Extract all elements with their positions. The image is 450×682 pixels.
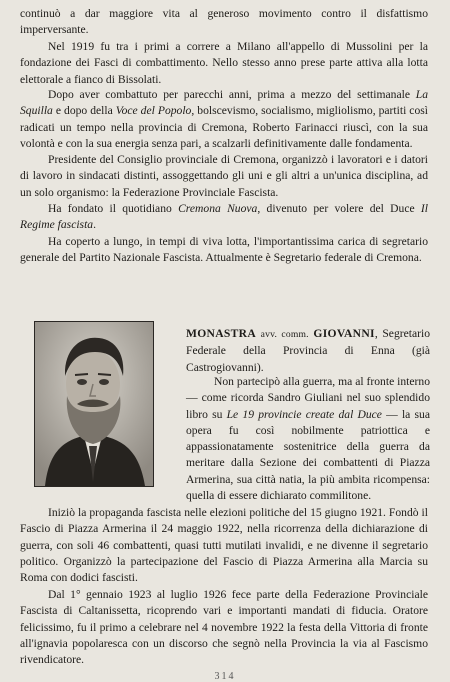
newspaper-title-squilla: La Squilla: [20, 88, 428, 118]
paragraph-quotidiano: [20, 201, 428, 234]
text-span: , bolscevismo, socialismo, migliolismo, partiti così radicati un tempo nella provincia di Cremona, Roberto Farinacci riuscì, con la sua volontà e con la sua energia senza pari, a scalzarli definitivamente dalle fondamenta.: [20, 104, 428, 150]
bio-firstname: GIOVANNI: [313, 327, 375, 340]
paragraph-disfattismo: continuò a dar maggiore vita al generoso movimento contro il disfattismo imperversante.: [20, 7, 428, 37]
bio-intro: , Segretario Federale della Provincia di Enna (già Castrogiovanni).: [186, 327, 430, 374]
book-title: Le 19 provincie create dal Duce: [226, 407, 382, 421]
text-span: — la sua opera fu così nobilmente patriottica e appassionatamente sostenitrice della guerra da meritare dalla Sezione dei combattenti di Piazza Armerina, sua città natia, la più ambita ricompensa: quella di essere dichiarato commilitone.: [186, 407, 430, 503]
newspaper-title-cremona: Cremona Nuova: [178, 202, 258, 215]
bio-title: avv. comm.: [260, 329, 309, 340]
portrait-image: [35, 322, 153, 486]
paragraph-segretario: Ha coperto a lungo, in tempi di viva lotta, l'importantissima carica di segretario generale del Partito Nazionale Fascista. Attualmente è Segretario federale di Cremona.: [20, 235, 428, 265]
paragraph-presidente: Presidente del Consiglio provinciale di Cremona, organizzò i lavoratori e i datori di lavoro in sindacati distinti, assoggettando gli uni e gli altri a un'unica disciplina, ad un solo organismo: la Federazione Provinciale Fascista.: [20, 153, 428, 199]
page-number: 314: [214, 671, 236, 682]
text-span: .: [93, 218, 96, 232]
paragraph-1919: Nel 1919 fu tra i primi a correre a Milano all'appello di Mussolini per la fondazione dei Fasci di combattimento. Nello stesso anno prese parte attiva alla lotta elettorale a fianco di Bissolati.: [20, 40, 428, 86]
text-span: , divenuto per volere del Duce: [257, 202, 421, 215]
newspaper-title-regime: Il Regime fascista: [20, 202, 428, 232]
bio-surname: MONASTRA: [186, 327, 257, 340]
portrait-photo: [34, 321, 154, 487]
bio-heading-paragraph: [186, 326, 430, 376]
paragraph-guerra: [186, 374, 430, 504]
text-span: Non partecipò alla guerra, ma al fronte interno — come ricorda Sandro Giuliani nel suo splendido libro su: [186, 375, 430, 421]
paragraph-caltanissetta: Dal 1° gennaio 1923 al luglio 1926 fece parte della Federazione Provinciale Fascista di Caltanissetta, ricoprendo vari e importanti mandati di fiducia. Oratore felicissimo, fu il primo a celebrare nel 4 novembre 1922 la festa della Vittoria di fronte all'ignavia popolaresca con un discorso che segnò nella Provincia la via al Fascismo rivendicatore.: [20, 588, 428, 667]
paragraph-squilla: [20, 87, 428, 152]
text-span: Ha fondato il quotidiano: [48, 202, 179, 215]
paragraph-fascio: Iniziò la propaganda fascista nelle elezioni politiche del 15 giugno 1921. Fondò il Fascio di Piazza Armerina il 24 maggio 1922, nella ricorrenza della dichiarazione di guerra, con soli 46 combattenti, quasi tutti mutilati invalidi, e ne divenne il segretario politico. Organizzò la partecipazione del Fascio di Piazza Armerina alla Marcia su Roma con dodici fascisti.: [20, 506, 428, 585]
text-span: Dopo aver combattuto per parecchi anni, prima a mezzo del settimanale: [48, 88, 416, 101]
newspaper-title-voce: Voce del Popolo: [115, 104, 192, 118]
text-span: e dopo della: [52, 104, 116, 118]
